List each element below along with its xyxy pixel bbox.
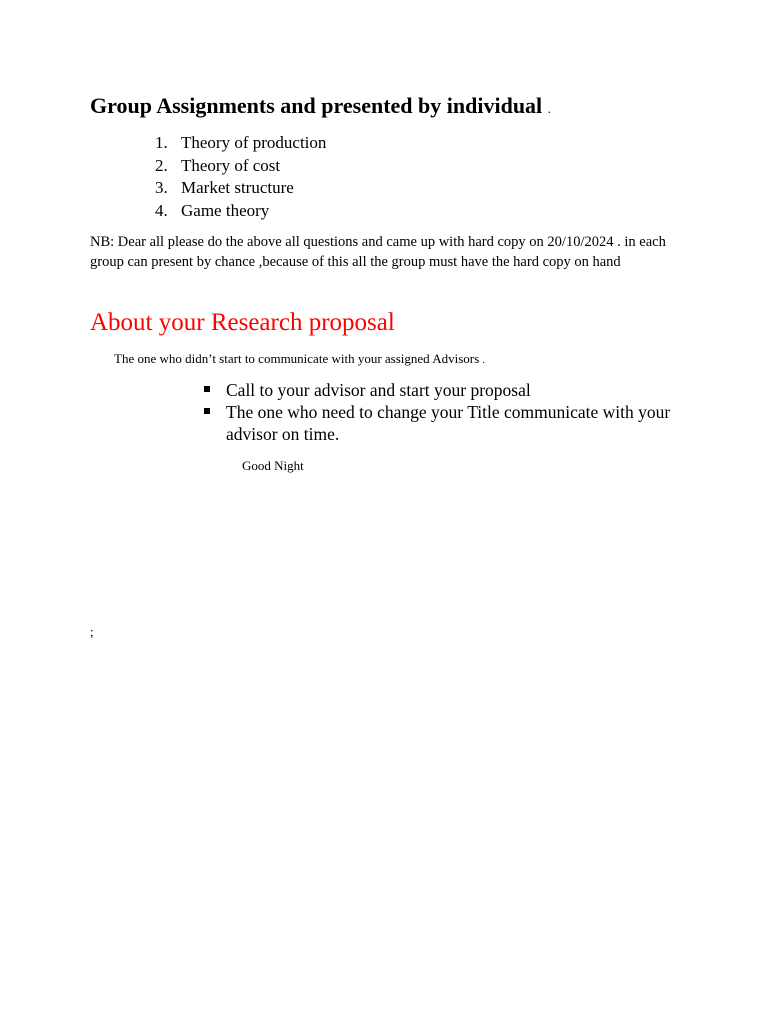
list-item-label: Game theory [181,200,270,220]
sign-off: Good Night [242,458,304,473]
list-item [155,132,326,155]
assignments-heading-trail: . [547,101,551,116]
research-heading: About your Research proposal [90,309,395,336]
list-item-number: 3. [155,178,168,197]
assignments-heading [90,93,551,119]
square-bullet-icon [204,408,210,414]
assignment-note: NB: Dear all please do the above all questions and came up with hard copy on 20/10/2024 . in each group can present by chance ,because of this all the group must have the hard copy on hand [90,234,666,270]
list-item-label: Theory of production [181,133,327,152]
list-item-label: Market structure [181,178,294,197]
square-bullet-icon [204,386,210,392]
list-item [155,200,326,223]
research-intro-trail: . [482,355,485,366]
list-item [200,401,700,445]
list-item-label: Theory of cost [181,155,281,175]
stray-semicolon: ; [90,624,94,639]
list-item-number: 1. [155,133,168,152]
list-item-label: The one who need to change your Title communicate with your advisor on time. [226,402,671,444]
list-item [200,379,700,401]
list-item-number: 4. [155,200,168,220]
research-intro [114,351,485,367]
list-item [155,155,326,178]
research-bullets [200,379,700,445]
assignments-heading-text: Group Assignments and presented by individual [90,93,543,118]
list-item-label: Call to your advisor and start your proposal [226,380,531,400]
research-intro-text: The one who didn’t start to communicate with your assigned Advisors [114,351,480,366]
list-item-number: 2. [155,155,168,175]
topics-list [155,132,326,222]
list-item [155,177,326,200]
